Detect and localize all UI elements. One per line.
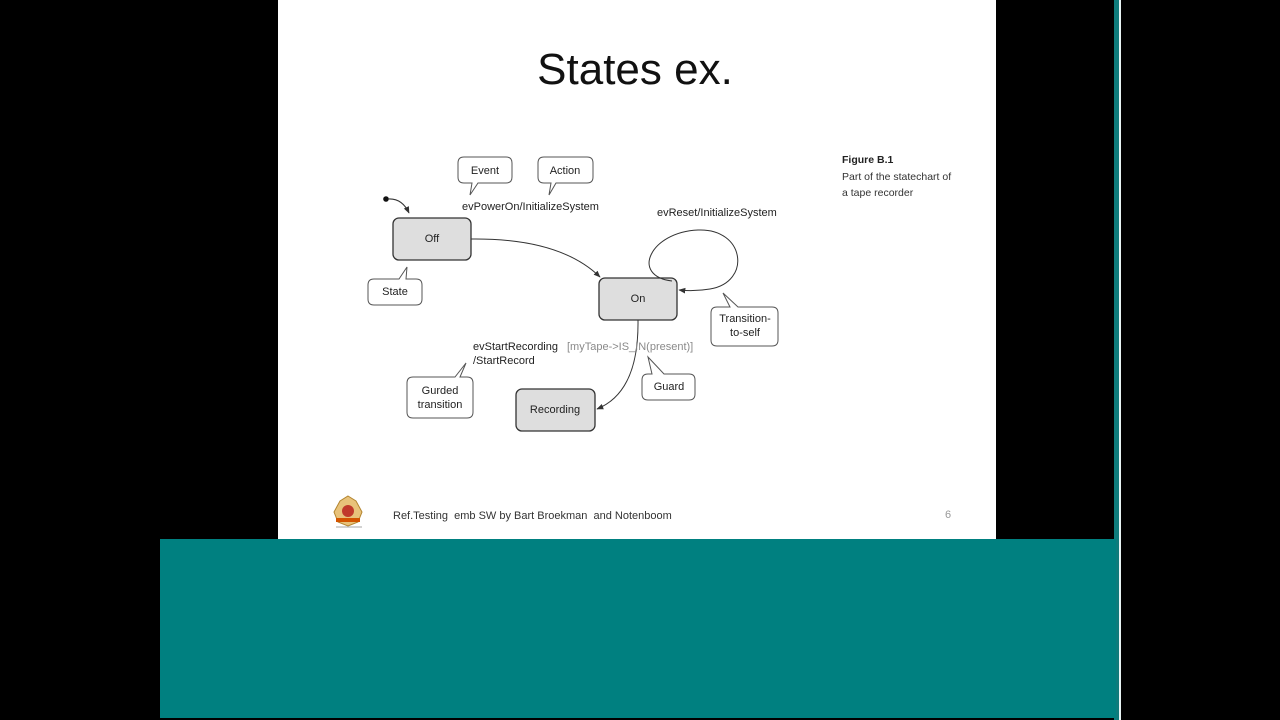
transition-off-to-on	[471, 239, 600, 277]
transition-on-to-recording	[597, 320, 638, 409]
state-on	[599, 278, 677, 320]
state-recording-label: Recording	[529, 404, 581, 416]
label-reset: evReset/InitializeSystem	[657, 207, 777, 219]
initial-state-dot	[383, 196, 389, 202]
label-start-recording-guard: [myTape->IS_IN(present)]	[567, 341, 694, 353]
label-start-record-action: /StartRecord	[473, 355, 535, 367]
figure-caption-line2: a tape recorder	[842, 187, 914, 199]
state-on-label: On	[630, 293, 646, 305]
callout-gurded-transition	[407, 363, 473, 418]
initial-transition-arrow	[388, 199, 409, 213]
callout-event-text: Event	[470, 165, 500, 177]
callout-transition-to-self	[711, 293, 778, 346]
callout-transition-self-text-1: Transition-	[719, 313, 771, 325]
callout-event	[458, 157, 512, 195]
callout-action	[538, 157, 593, 195]
callout-state	[368, 267, 422, 305]
page-number: 6	[945, 509, 952, 521]
label-power-on: evPowerOn/InitializeSystem	[462, 201, 599, 213]
callout-gurded-text-2: transition	[417, 399, 463, 411]
callout-guard	[642, 357, 695, 400]
figure-caption-title: Figure B.1	[842, 154, 894, 166]
page-title: States ex.	[537, 45, 733, 94]
callout-gurded-text-1: Gurded	[421, 385, 459, 397]
logo-badge	[334, 496, 362, 527]
callout-state-text: State	[382, 286, 408, 298]
callout-action-text: Action	[549, 165, 581, 177]
footer-text: Ref.Testing emb SW by Bart Broekman and Notenboom	[393, 510, 672, 522]
state-recording	[516, 389, 595, 431]
callout-guard-text: Guard	[653, 381, 685, 393]
state-off-label: Off	[424, 233, 440, 245]
callout-transition-self-text-2: to-self	[730, 327, 760, 339]
state-off	[393, 218, 471, 260]
figure-caption-line1: Part of the statechart of	[842, 171, 952, 183]
label-start-recording: evStartRecording	[473, 341, 558, 353]
